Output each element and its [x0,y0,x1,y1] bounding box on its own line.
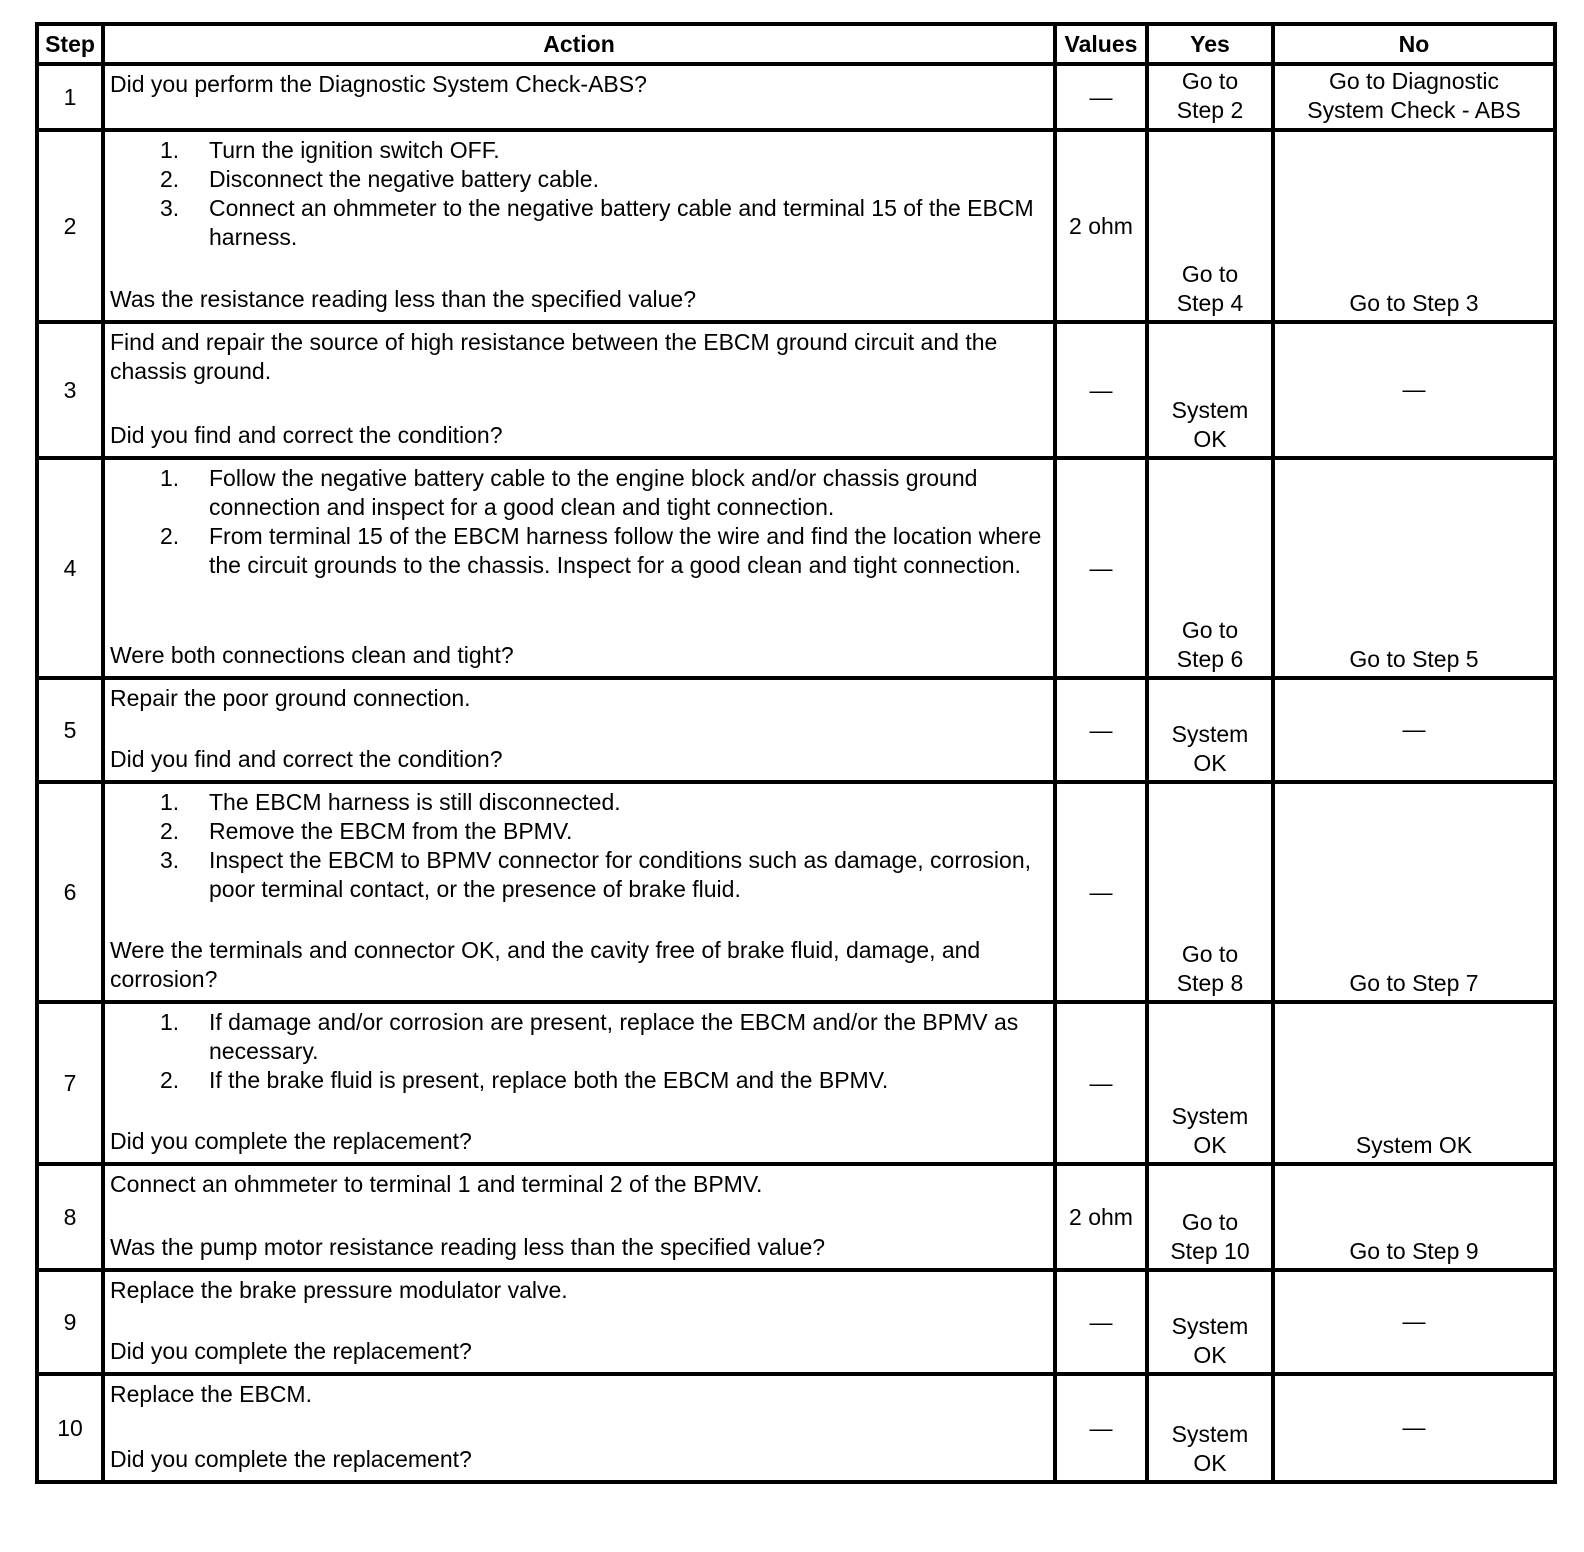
yes-cell [1147,64,1273,130]
value-cell: — [1055,782,1147,1002]
table-body [37,64,1555,1482]
yes-cell [1147,782,1273,1002]
step-number: 4 [37,458,103,678]
action-question: Did you complete the replacement? [110,1338,472,1364]
no-text: — [1402,1413,1426,1440]
action-question: Did you complete the replacement? [110,1446,472,1472]
step-number: 8 [37,1164,103,1270]
yes-text: System [1171,721,1249,747]
action-question: Were the terminals and connector OK, and the cavity free of brake fluid, damage, and corrosion? [110,937,981,992]
yes-text: Go to [1181,941,1239,967]
step-number: 9 [37,1270,103,1374]
list-item [110,817,1049,846]
yes-text: Step 10 [1170,1238,1250,1264]
no-text: — [1402,715,1426,742]
step-number: 5 [37,678,103,782]
list-item [110,464,1049,522]
value-cell: — [1055,1270,1147,1374]
value-cell: — [1055,64,1147,130]
list-item-number: 1. [160,1009,180,1035]
value-cell: 2 ohm [1055,130,1147,322]
list-item [110,165,1049,194]
yes-text: Go to [1181,68,1239,94]
yes-cell [1147,322,1273,458]
yes-text: Go to [1181,617,1239,643]
action-question: Did you find and correct the condition? [110,422,503,448]
no-cell [1273,64,1555,130]
list-item-text: If damage and/or corrosion are present, replace the EBCM and/or the BPMV as necessary. [209,1009,1019,1064]
yes-cell [1147,1270,1273,1374]
action-cell [103,458,1055,678]
list-item-text: The EBCM harness is still disconnected. [209,789,621,815]
no-text: Go to Step 9 [1349,1238,1479,1264]
table-row [37,678,1555,782]
step-number: 7 [37,1002,103,1164]
table-row [37,782,1555,1002]
no-cell [1273,130,1555,322]
list-item [110,788,1049,817]
no-text: Go to Step 5 [1349,646,1479,672]
list-item [110,1008,1049,1066]
step-number: 2 [37,130,103,322]
table-row [37,322,1555,458]
no-text: System Check - ABS [1307,97,1521,123]
yes-text: OK [1193,1342,1227,1368]
list-item [110,846,1049,904]
table-row [37,1270,1555,1374]
action-steps-list [110,788,1049,904]
list-item [110,136,1049,165]
diagnostic-table [35,22,1557,1484]
header-values: Values [1055,24,1147,64]
action-cell [103,1270,1055,1374]
yes-text: OK [1193,426,1227,452]
action-steps-list [110,136,1049,252]
table-row [37,64,1555,130]
value-cell: 2 ohm [1055,1164,1147,1270]
action-text: Connect an ohmmeter to terminal 1 and terminal 2 of the BPMV. [110,1171,763,1197]
action-question: Was the pump motor resistance reading less than the specified value? [110,1234,826,1260]
yes-cell [1147,130,1273,322]
action-text: Find and repair the source of high resistance between the EBCM ground circuit and the chassis ground. [110,329,998,384]
no-text: Go to Step 7 [1349,970,1479,996]
no-text: Go to Diagnostic [1328,68,1500,94]
action-cell [103,322,1055,458]
list-item-number: 2. [160,1067,180,1093]
no-cell [1273,678,1555,782]
action-cell [103,1374,1055,1482]
step-number: 6 [37,782,103,1002]
yes-text: OK [1193,1132,1227,1158]
step-number: 10 [37,1374,103,1482]
list-item-text: Turn the ignition switch OFF. [209,137,500,163]
no-cell [1273,1270,1555,1374]
yes-text: Go to [1181,261,1239,287]
action-cell [103,64,1055,130]
list-item-text: From terminal 15 of the EBCM harness follow the wire and find the location where the circuit grounds to the chassis. Inspect for a good clean and tight connection. [209,523,1042,578]
action-text: Replace the brake pressure modulator valve. [110,1277,568,1303]
value-cell: — [1055,1374,1147,1482]
yes-cell [1147,1374,1273,1482]
action-question: Was the resistance reading less than the specified value? [110,286,696,312]
action-cell [103,130,1055,322]
action-cell [103,1002,1055,1164]
action-text: Did you perform the Diagnostic System Check-ABS? [110,71,647,97]
yes-cell [1147,458,1273,678]
list-item-text: Connect an ohmmeter to the negative battery cable and terminal 15 of the EBCM harness. [209,195,1034,250]
list-item-number: 3. [160,847,180,873]
list-item-number: 1. [160,789,180,815]
no-text: System OK [1355,1132,1473,1158]
action-text: Replace the EBCM. [110,1381,312,1407]
yes-cell [1147,1002,1273,1164]
no-text: — [1402,1307,1426,1334]
no-cell [1273,322,1555,458]
value-cell: — [1055,1002,1147,1164]
header-action: Action [103,24,1055,64]
table-row [37,130,1555,322]
table-row [37,1002,1555,1164]
action-cell [103,678,1055,782]
list-item-number: 1. [160,465,180,491]
yes-text: Step 4 [1176,290,1244,316]
action-cell [103,782,1055,1002]
value-cell: — [1055,458,1147,678]
yes-text: System [1171,1103,1249,1129]
no-cell [1273,782,1555,1002]
value-cell: — [1055,678,1147,782]
list-item [110,1066,1049,1095]
yes-cell [1147,678,1273,782]
yes-text: OK [1193,750,1227,776]
list-item-text: Inspect the EBCM to BPMV connector for conditions such as damage, corrosion, poor terminal contact, or the presence of brake fluid. [209,847,1032,902]
yes-text: System [1171,1421,1249,1447]
table-row [37,458,1555,678]
yes-text: System [1171,397,1249,423]
list-item-number: 3. [160,195,180,221]
list-item [110,522,1049,580]
table-row [37,1164,1555,1270]
step-number: 1 [37,64,103,130]
list-item-text: Disconnect the negative battery cable. [209,166,599,192]
no-cell [1273,1002,1555,1164]
list-item-text: If the brake fluid is present, replace both the EBCM and the BPMV. [209,1067,889,1093]
action-steps-list [110,1008,1049,1095]
action-steps-list [110,464,1049,580]
header-yes: Yes [1147,24,1273,64]
header-no: No [1273,24,1555,64]
yes-text: Step 2 [1176,97,1244,123]
action-text: Repair the poor ground connection. [110,685,471,711]
list-item-number: 2. [160,166,180,192]
yes-text: Go to [1181,1209,1239,1235]
list-item [110,194,1049,252]
action-cell [103,1164,1055,1270]
yes-text: System [1171,1313,1249,1339]
action-question: Were both connections clean and tight? [110,642,514,668]
table-row [37,1374,1555,1482]
yes-text: Step 6 [1176,646,1244,672]
action-question: Did you complete the replacement? [110,1128,472,1154]
header-step: Step [37,24,103,64]
yes-text: OK [1193,1450,1227,1476]
no-cell [1273,458,1555,678]
list-item-number: 1. [160,137,180,163]
list-item-text: Follow the negative battery cable to the engine block and/or chassis ground connection and inspect for a good clean and tight connection. [209,465,978,520]
value-cell: — [1055,322,1147,458]
step-number: 3 [37,322,103,458]
yes-cell [1147,1164,1273,1270]
no-cell [1273,1164,1555,1270]
list-item-text: Remove the EBCM from the BPMV. [209,818,573,844]
list-item-number: 2. [160,523,180,549]
action-question: Did you find and correct the condition? [110,746,503,772]
header-row [37,24,1555,64]
no-cell [1273,1374,1555,1482]
yes-text: Step 8 [1176,970,1244,996]
no-text: — [1402,375,1426,402]
list-item-number: 2. [160,818,180,844]
no-text: Go to Step 3 [1349,290,1479,316]
